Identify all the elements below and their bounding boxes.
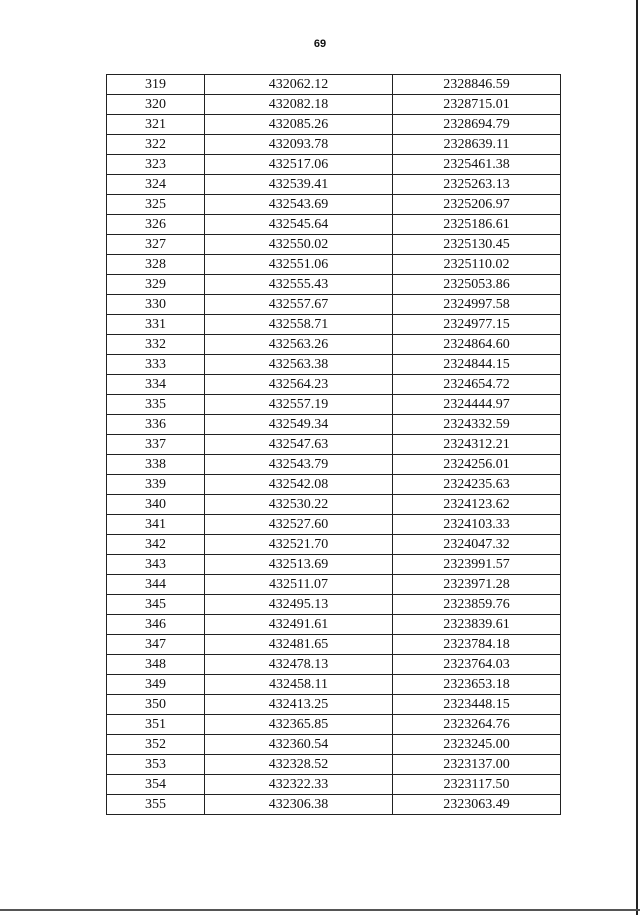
table-row xyxy=(107,175,561,195)
table-row xyxy=(107,95,561,115)
table-row xyxy=(107,275,561,295)
table-row xyxy=(107,255,561,275)
y-coordinate-cell: 2324864.60 xyxy=(393,335,561,355)
table-row xyxy=(107,395,561,415)
x-coordinate-cell: 432563.38 xyxy=(205,355,393,375)
point-number-cell: 324 xyxy=(107,175,205,195)
x-coordinate-cell: 432543.79 xyxy=(205,455,393,475)
table-row xyxy=(107,515,561,535)
point-number-cell: 344 xyxy=(107,575,205,595)
y-coordinate-cell: 2324332.59 xyxy=(393,415,561,435)
point-number-cell: 341 xyxy=(107,515,205,535)
point-number-cell: 349 xyxy=(107,675,205,695)
point-number-cell: 323 xyxy=(107,155,205,175)
y-coordinate-cell: 2324997.58 xyxy=(393,295,561,315)
x-coordinate-cell: 432365.85 xyxy=(205,715,393,735)
x-coordinate-cell: 432545.64 xyxy=(205,215,393,235)
point-number-cell: 325 xyxy=(107,195,205,215)
point-number-cell: 343 xyxy=(107,555,205,575)
table-row xyxy=(107,75,561,95)
table-row xyxy=(107,695,561,715)
y-coordinate-cell: 2323971.28 xyxy=(393,575,561,595)
point-number-cell: 345 xyxy=(107,595,205,615)
table-row xyxy=(107,755,561,775)
y-coordinate-cell: 2323063.49 xyxy=(393,795,561,815)
y-coordinate-cell: 2328846.59 xyxy=(393,75,561,95)
y-coordinate-cell: 2325263.13 xyxy=(393,175,561,195)
y-coordinate-cell: 2323117.50 xyxy=(393,775,561,795)
point-number-cell: 335 xyxy=(107,395,205,415)
x-coordinate-cell: 432550.02 xyxy=(205,235,393,255)
x-coordinate-cell: 432527.60 xyxy=(205,515,393,535)
point-number-cell: 350 xyxy=(107,695,205,715)
point-number-cell: 353 xyxy=(107,755,205,775)
y-coordinate-cell: 2325461.38 xyxy=(393,155,561,175)
table-row xyxy=(107,495,561,515)
y-coordinate-cell: 2325110.02 xyxy=(393,255,561,275)
point-number-cell: 336 xyxy=(107,415,205,435)
table-row xyxy=(107,335,561,355)
table-row xyxy=(107,135,561,155)
x-coordinate-cell: 432328.52 xyxy=(205,755,393,775)
point-number-cell: 328 xyxy=(107,255,205,275)
y-coordinate-cell: 2325206.97 xyxy=(393,195,561,215)
scan-edge-bottom xyxy=(0,909,640,911)
point-number-cell: 333 xyxy=(107,355,205,375)
y-coordinate-cell: 2323764.03 xyxy=(393,655,561,675)
table-row xyxy=(107,595,561,615)
point-number-cell: 332 xyxy=(107,335,205,355)
point-number-cell: 331 xyxy=(107,315,205,335)
y-coordinate-cell: 2323137.00 xyxy=(393,755,561,775)
x-coordinate-cell: 432521.70 xyxy=(205,535,393,555)
point-number-cell: 327 xyxy=(107,235,205,255)
x-coordinate-cell: 432539.41 xyxy=(205,175,393,195)
table-row xyxy=(107,315,561,335)
y-coordinate-cell: 2324444.97 xyxy=(393,395,561,415)
coordinate-table-body xyxy=(107,75,561,815)
y-coordinate-cell: 2324047.32 xyxy=(393,535,561,555)
x-coordinate-cell: 432564.23 xyxy=(205,375,393,395)
x-coordinate-cell: 432558.71 xyxy=(205,315,393,335)
y-coordinate-cell: 2325186.61 xyxy=(393,215,561,235)
y-coordinate-cell: 2324235.63 xyxy=(393,475,561,495)
table-row xyxy=(107,235,561,255)
point-number-cell: 319 xyxy=(107,75,205,95)
point-number-cell: 351 xyxy=(107,715,205,735)
point-number-cell: 320 xyxy=(107,95,205,115)
y-coordinate-cell: 2323784.18 xyxy=(393,635,561,655)
y-coordinate-cell: 2323653.18 xyxy=(393,675,561,695)
x-coordinate-cell: 432543.69 xyxy=(205,195,393,215)
table-row xyxy=(107,735,561,755)
table-row xyxy=(107,115,561,135)
x-coordinate-cell: 432458.11 xyxy=(205,675,393,695)
x-coordinate-cell: 432557.67 xyxy=(205,295,393,315)
y-coordinate-cell: 2328715.01 xyxy=(393,95,561,115)
table-row xyxy=(107,575,561,595)
x-coordinate-cell: 432549.34 xyxy=(205,415,393,435)
point-number-cell: 337 xyxy=(107,435,205,455)
scan-edge-right xyxy=(636,0,638,915)
x-coordinate-cell: 432551.06 xyxy=(205,255,393,275)
x-coordinate-cell: 432513.69 xyxy=(205,555,393,575)
table-row xyxy=(107,795,561,815)
table-row xyxy=(107,215,561,235)
y-coordinate-cell: 2324256.01 xyxy=(393,455,561,475)
table-row xyxy=(107,195,561,215)
table-row xyxy=(107,775,561,795)
x-coordinate-cell: 432413.25 xyxy=(205,695,393,715)
table-row xyxy=(107,455,561,475)
x-coordinate-cell: 432495.13 xyxy=(205,595,393,615)
point-number-cell: 326 xyxy=(107,215,205,235)
point-number-cell: 338 xyxy=(107,455,205,475)
y-coordinate-cell: 2324844.15 xyxy=(393,355,561,375)
x-coordinate-cell: 432491.61 xyxy=(205,615,393,635)
table-row xyxy=(107,375,561,395)
y-coordinate-cell: 2323991.57 xyxy=(393,555,561,575)
x-coordinate-cell: 432322.33 xyxy=(205,775,393,795)
x-coordinate-cell: 432511.07 xyxy=(205,575,393,595)
x-coordinate-cell: 432530.22 xyxy=(205,495,393,515)
point-number-cell: 334 xyxy=(107,375,205,395)
table-row xyxy=(107,655,561,675)
point-number-cell: 321 xyxy=(107,115,205,135)
x-coordinate-cell: 432542.08 xyxy=(205,475,393,495)
table-row xyxy=(107,635,561,655)
point-number-cell: 346 xyxy=(107,615,205,635)
x-coordinate-cell: 432481.65 xyxy=(205,635,393,655)
point-number-cell: 330 xyxy=(107,295,205,315)
point-number-cell: 355 xyxy=(107,795,205,815)
x-coordinate-cell: 432555.43 xyxy=(205,275,393,295)
y-coordinate-cell: 2328694.79 xyxy=(393,115,561,135)
y-coordinate-cell: 2324312.21 xyxy=(393,435,561,455)
y-coordinate-cell: 2324654.72 xyxy=(393,375,561,395)
table-row xyxy=(107,715,561,735)
table-row xyxy=(107,435,561,455)
x-coordinate-cell: 432517.06 xyxy=(205,155,393,175)
table-row xyxy=(107,155,561,175)
x-coordinate-cell: 432547.63 xyxy=(205,435,393,455)
y-coordinate-cell: 2324103.33 xyxy=(393,515,561,535)
y-coordinate-cell: 2323859.76 xyxy=(393,595,561,615)
table-row xyxy=(107,415,561,435)
table-row xyxy=(107,615,561,635)
coordinate-table xyxy=(106,74,561,815)
point-number-cell: 329 xyxy=(107,275,205,295)
point-number-cell: 322 xyxy=(107,135,205,155)
y-coordinate-cell: 2325053.86 xyxy=(393,275,561,295)
x-coordinate-cell: 432085.26 xyxy=(205,115,393,135)
x-coordinate-cell: 432093.78 xyxy=(205,135,393,155)
x-coordinate-cell: 432082.18 xyxy=(205,95,393,115)
point-number-cell: 347 xyxy=(107,635,205,655)
point-number-cell: 342 xyxy=(107,535,205,555)
x-coordinate-cell: 432478.13 xyxy=(205,655,393,675)
y-coordinate-cell: 2324977.15 xyxy=(393,315,561,335)
x-coordinate-cell: 432360.54 xyxy=(205,735,393,755)
point-number-cell: 352 xyxy=(107,735,205,755)
y-coordinate-cell: 2323264.76 xyxy=(393,715,561,735)
x-coordinate-cell: 432557.19 xyxy=(205,395,393,415)
table-row xyxy=(107,355,561,375)
y-coordinate-cell: 2323245.00 xyxy=(393,735,561,755)
x-coordinate-cell: 432563.26 xyxy=(205,335,393,355)
table-row xyxy=(107,295,561,315)
table-row xyxy=(107,675,561,695)
point-number-cell: 340 xyxy=(107,495,205,515)
table-row xyxy=(107,535,561,555)
y-coordinate-cell: 2323839.61 xyxy=(393,615,561,635)
y-coordinate-cell: 2325130.45 xyxy=(393,235,561,255)
x-coordinate-cell: 432306.38 xyxy=(205,795,393,815)
point-number-cell: 354 xyxy=(107,775,205,795)
page-number: 69 xyxy=(313,38,327,50)
point-number-cell: 339 xyxy=(107,475,205,495)
table-row xyxy=(107,555,561,575)
y-coordinate-cell: 2323448.15 xyxy=(393,695,561,715)
point-number-cell: 348 xyxy=(107,655,205,675)
y-coordinate-cell: 2324123.62 xyxy=(393,495,561,515)
table-row xyxy=(107,475,561,495)
y-coordinate-cell: 2328639.11 xyxy=(393,135,561,155)
x-coordinate-cell: 432062.12 xyxy=(205,75,393,95)
